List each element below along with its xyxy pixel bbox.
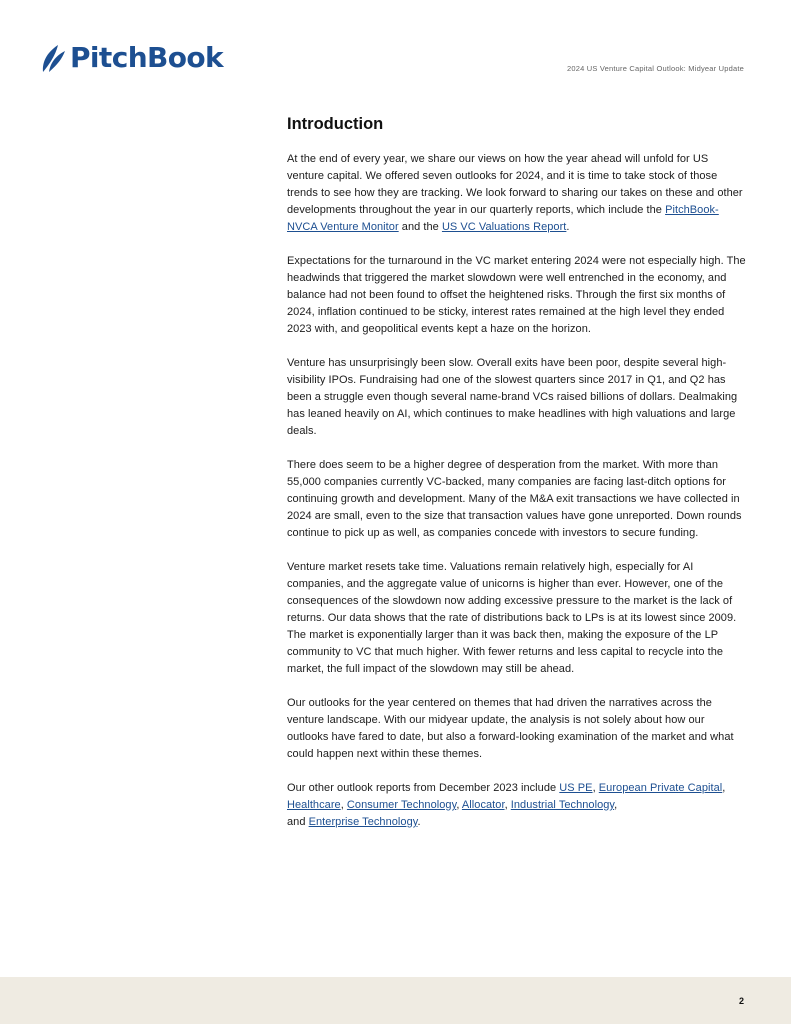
separator: , [614,799,618,811]
paragraph-1 [287,151,747,236]
us-pe-link[interactable]: US PE [559,782,593,794]
separator: , [722,782,726,794]
european-private-capital-link[interactable]: European Private Capital [598,782,723,794]
venture-monitor-link[interactable]: PitchBook-NVCA Venture Monitor [287,204,719,233]
paragraph-7 [287,780,747,831]
vc-valuations-link[interactable]: US VC Valuations Report [441,221,567,233]
separator: , [504,799,511,811]
paragraph-3: Venture has unsurprisingly been slow. Overall exits have been poor, despite several high-visibility IPOs. Fundraising had one of the slowest quarters since 2017 in Q1, and Q2 has been a struggle even though several name-brand VCs raised billions of dollars. Dealmaking has leaned heavily on AI, which continues to make headlines with high valuations and large deals. [287,357,738,437]
separator: , [456,799,462,811]
p1-mid: and the [398,221,442,233]
p7-intro: Our other outlook reports from December 2023 include [287,782,560,794]
enterprise-technology-link[interactable]: Enterprise Technology [308,816,418,828]
leaf-icon [40,43,66,73]
paragraph-2: Expectations for the turnaround in the VC market entering 2024 were not especially high. The headwinds that triggered the market slowdown were well entrenched in the economy, and balance had not been found to offset the heightened risks. Through the first six months of 2024, inflation continued to be sticky, interest rates remained at the high level they ended 2023 with, and geopolitical events kept a haze on the horizon. [287,255,746,335]
allocator-link[interactable]: Allocator [461,799,505,811]
paragraph-6: Our outlooks for the year centered on themes that had driven the narratives across the venture landscape. With our midyear update, the analysis is not solely about how our outlooks have fared to date, but also a forward-looking examination of the market and what could happen next within these themes. [287,697,734,760]
separator: , [592,782,599,794]
main-content [287,113,747,848]
p7-end: . [417,816,421,828]
paragraph-5: Venture market resets take time. Valuations remain relatively high, especially for AI companies, and the aggregate value of unicorns is higher than ever. However, one of the consequences of the slowdown now adding excessive pressure to the market is the lack of returns. Our data shows that the rate of distributions back to LPs is at its lowest since 2009. The market is exponentially larger than it was back then, making the exposure of the LP community to VC that much higher. With fewer returns and less capital to recycle into the market, the full impact of the slowdown may still be ahead. [287,561,737,675]
logo-wordmark: PitchBook [70,41,224,74]
footer-bar [0,977,791,1024]
paragraph-4: There does seem to be a higher degree of desperation from the market. With more than 55,000 companies currently VC-backed, many companies are facing last-ditch options for continuing growth and development. Many of the M&A exit transactions we have collected in 2024 are small, even to the size that transaction values have gone unreported. Down rounds continue to pick up as well, as companies concede with investors to secure funding. [287,459,742,539]
p1-text: At the end of every year, we share our views on how the year ahead will unfold for US venture capital. We offered seven outlooks for 2024, and it is time to take stock of those trends to see how they are tracking. We look forward to sharing our takes on these and other developments throughout the year in our quarterly reports, which include the [287,153,743,216]
page-number: 2 [738,996,744,1006]
pitchbook-logo[interactable] [40,41,223,75]
report-title: 2024 US Venture Capital Outlook: Midyear Update [567,64,744,73]
consumer-technology-link[interactable]: Consumer Technology [346,799,457,811]
healthcare-link[interactable]: Healthcare [287,799,341,811]
industrial-technology-link[interactable]: Industrial Technology [510,799,615,811]
separator: , [340,799,347,811]
page-title: Introduction [287,115,384,133]
p7-and: and [287,816,309,828]
p1-end: . [566,221,570,233]
